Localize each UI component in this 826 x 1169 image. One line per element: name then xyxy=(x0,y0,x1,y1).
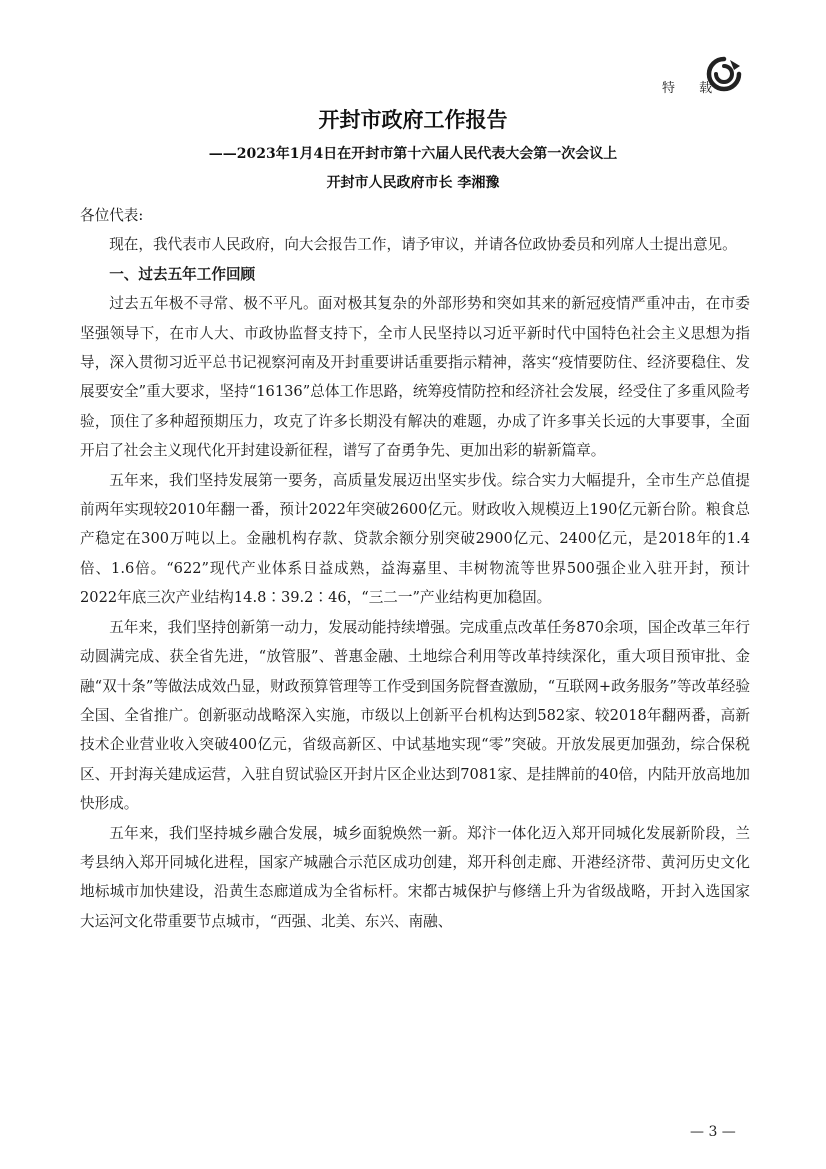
document-body xyxy=(80,201,750,936)
document-title: 开封市政府工作报告 xyxy=(318,107,508,132)
paragraph: 现在，我代表市人民政府，向大会报告工作，请予审议，并请各位政协委员和列席人士提出意见。 xyxy=(109,236,737,254)
section-heading: 一、过去五年工作回顾 xyxy=(109,265,256,283)
document-subtitle: ——2023年1月4日在开封市第十六届人民代表大会第一次会议上 xyxy=(208,146,618,162)
salutation: 各位代表: xyxy=(80,207,144,224)
document-author: 开封市人民政府市长 李湘豫 xyxy=(326,175,500,191)
paragraph: 过去五年极不寻常、极不平凡。面对极其复杂的外部形势和突如其来的新冠疫情严重冲击，在市委坚强领导下，在市人大、市政协监督支持下，全市人民坚持以习近平新时代中国特色社会主义思想为指导，深入贯彻习近平总书记视察河南及开封重要讲话重要指示精神，落实“疫情要防住、经济要稳住、发展要安全”重大要求，坚持“16136”总体工作思路，统筹疫情防控和经济社会发展，经受住了多重风险考验，顶住了多种超预期压力，攻克了许多长期没有解决的难题，办成了许多事关长远的大事要事，全面开启了社会主义现代化开封建设新征程，谱写了奋勇争先、更加出彩的崭新篇章。 xyxy=(80,295,750,460)
journal-logo-icon xyxy=(706,56,742,92)
paragraph: 五年来，我们坚持发展第一要务，高质量发展迈出坚实步伐。综合实力大幅提升，全市生产总值提前两年实现较2010年翻一番，预计2022年突破2600亿元。财政收入规模迈上190亿元新台阶。粮食总产稳定在300万吨以上。金融机构存款、贷款余额分别突破2900亿元、2400亿元，是2018年的1.4倍、1.6倍。“622”现代产业体系日益成熟，益海嘉里、丰树物流等世界500强企业入驻开封，预计2022年底三次产业结构14.8∶39.2∶46，“三二一”产业结构更加稳固。 xyxy=(80,471,751,607)
paragraph: 五年来，我们坚持城乡融合发展，城乡面貌焕然一新。郑汴一体化迈入郑开同城化发展新阶段，兰考县纳入郑开同城化进程，国家产城融合示范区成功创建，郑开科创走廊、开港经济带、黄河历史文化地标城市加快建设，沿黄生态廊道成为全省标杆。宋都古城保护与修缮上升为省级战略，开封入选国家大运河文化带重要节点城市，“西强、北美、东兴、南融、 xyxy=(80,824,750,930)
section-label: 特 载 xyxy=(662,81,723,96)
paragraph: 五年来，我们坚持创新第一动力，发展动能持续增强。完成重点改革任务870余项，国企改革三年行动圆满完成、获全省先进，“放管服”、普惠金融、土地综合利用等改革持续深化，重大项目预审批、金融“双十条”等做法成效凸显，财政预算管理等工作受到国务院督查激励，“互联网+政务服务”等改革经验全国、全省推广。创新驱动战略深入实施，市级以上创新平台机构达到582家、较2018年翻两番，高新技术企业营业收入突破400亿元，省级高新区、中试基地实现“零”突破。开放发展更加强劲，综合保税区、开封海关建成运营，入驻自贸试验区开封片区企业达到7081家、是挂牌前的40倍，内陆开放高地加快形成。 xyxy=(80,618,750,813)
page-number: — 3 — xyxy=(690,1124,736,1140)
